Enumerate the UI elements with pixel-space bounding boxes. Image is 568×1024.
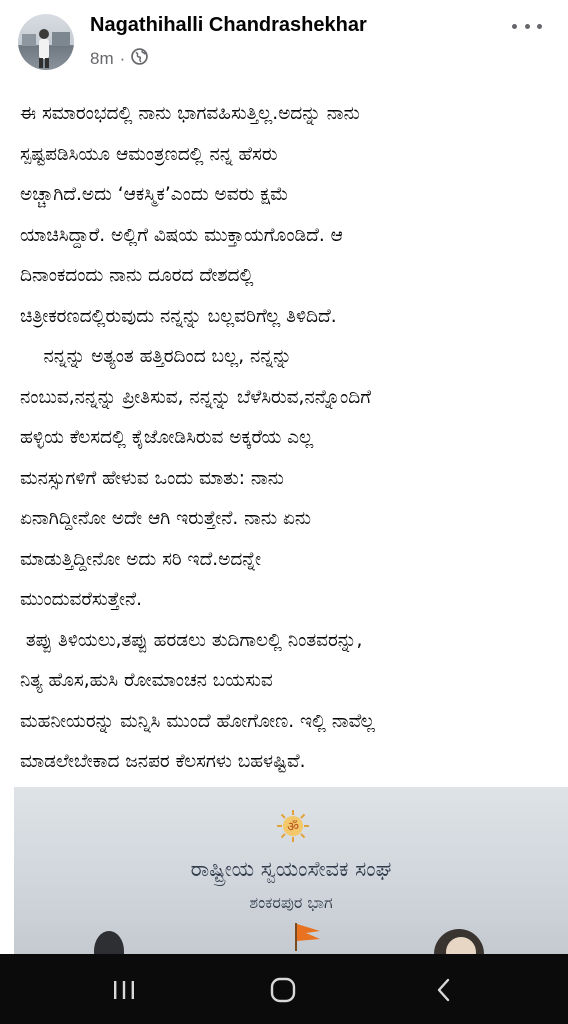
system-navigation-bar xyxy=(0,954,568,1024)
post-line: ತಪ್ಪು ತಿಳಿಯಲು,ತಪ್ಪು ಹರಡಲು ತುದಿಗಾಲಲ್ಲಿ ನಿಂತವರನ್ನು, xyxy=(20,629,363,651)
post-header xyxy=(0,0,568,86)
more-dot xyxy=(512,24,517,29)
saffron-flag-icon xyxy=(290,921,324,951)
svg-text:ॐ: ॐ xyxy=(287,820,299,835)
post-line: ದಿನಾಂಕದಂದು ನಾನು ದೂರದ ದೇಶದಲ್ಲಿ xyxy=(20,265,254,286)
more-dot xyxy=(537,24,542,29)
post-line: ಮಹನೀಯರನ್ನು ಮನ್ನಿಸಿ ಮುಂದೆ ಹೋಗೋಣ. ಇಲ್ಲಿ ನಾವೆಲ್ಲ xyxy=(20,710,375,732)
meta-separator: · xyxy=(119,49,126,68)
post-line: ಯಾಚಿಸಿದ್ದಾರೆ. ಅಲ್ಲಿಗೆ ವಿಷಯ ಮುಕ್ತಾಯಗೊಂಡಿದೆ. ಆ xyxy=(20,224,343,246)
post-line: ಈ ಸಮಾರಂಭದಲ್ಲಿ ನಾನು ಭಾಗವಹಿಸುತ್ತಿಲ್ಲ.ಅದನ್ನು ನಾನು xyxy=(20,103,360,124)
post-line: ಅಚ್ಚಾಗಿದೆ.ಅದು ‘ಆಕಸ್ಮಿಕ’ಎಂದು ಅವರು ಕ್ಷಮೆ xyxy=(20,184,289,205)
author-name[interactable]: Nagathihalli Chandrashekhar xyxy=(90,14,367,36)
post-line: ಹಳ್ಳಿಯ ಕೆಲಸದಲ್ಲಿ ಕೈಜೋಡಿಸಿರುವ ಅಕ್ಕರೆಯ ಎಲ್ಲ xyxy=(20,427,314,448)
post-line: ಮನಸ್ಸುಗಳಿಗೆ ಹೇಳುವ ಒಂದು ಮಾತು: ನಾನು xyxy=(20,467,284,489)
more-dot xyxy=(525,24,530,29)
post-meta xyxy=(90,48,148,70)
post-line: ಸ್ಪಷ್ಟಪಡಿಸಿಯೂ ಆಮಂತ್ರಣದಲ್ಲಿ ನನ್ನ ಹೆಸರು xyxy=(20,143,278,165)
image-figure-left xyxy=(94,931,124,954)
post-line: ನಿತ್ಯ ಹೊಸ,ಹುಸಿ ರೋಮಾಂಚನ ಬಯಸುವ xyxy=(20,670,273,691)
recent-apps-icon[interactable] xyxy=(104,976,144,1004)
post-line: ಮುಂದುವರೆಸುತ್ತೇನೆ. xyxy=(20,589,142,610)
more-options-button[interactable] xyxy=(512,14,542,38)
post-line: ಮಾಡುತ್ತಿದ್ದೀನೋ ಅದು ಸರಿ ಇದೆ.ಅದನ್ನೇ xyxy=(20,548,262,570)
globe-icon[interactable] xyxy=(131,48,148,70)
back-icon[interactable] xyxy=(424,976,464,1004)
om-sun-icon xyxy=(276,809,310,843)
post-line: ನಂಬುವ,ನನ್ನನ್ನು ಪ್ರೀತಿಸುವ, ನನ್ನನ್ನು ಬೆಳೆಸಿರುವ,ನನ್ನೊಂದಿಗೆ xyxy=(20,386,371,408)
attached-image[interactable] xyxy=(14,787,568,954)
post-line: ಚಿತ್ರೀಕರಣದಲ್ಲಿರುವುದು ನನ್ನನ್ನು ಬಲ್ಲವರಿಗೆಲ್ಲ ತಿಳಿದಿದೆ. xyxy=(20,305,337,327)
post-line: ನನ್ನನ್ನು ಅತ್ಯಂತ ಹತ್ತಿರದಿಂದ ಬಲ್ಲ, ನನ್ನನ್ನು xyxy=(20,346,292,367)
post-time[interactable]: 8m xyxy=(90,49,114,68)
avatar[interactable] xyxy=(18,14,74,70)
post-line: ಏನಾಗಿದ್ದೀನೋ ಅದೇ ಆಗಿ ಇರುತ್ತೇನೆ. ನಾನು ಏನು xyxy=(20,508,312,529)
image-title: ರಾಷ್ಟ್ರೀಯ ಸ್ವಯಂಸೇವಕ ಸಂಘ xyxy=(190,857,392,881)
image-subtitle: ಶಂಕರಪುರ ಭಾಗ xyxy=(249,893,333,912)
home-icon[interactable] xyxy=(263,976,303,1004)
post-text xyxy=(20,94,560,823)
post-line: ಮಾಡಲೇಬೇಕಾದ ಜನಪರ ಕೆಲಸಗಳು ಬಹಳಷ್ಟಿವೆ. xyxy=(20,751,306,772)
